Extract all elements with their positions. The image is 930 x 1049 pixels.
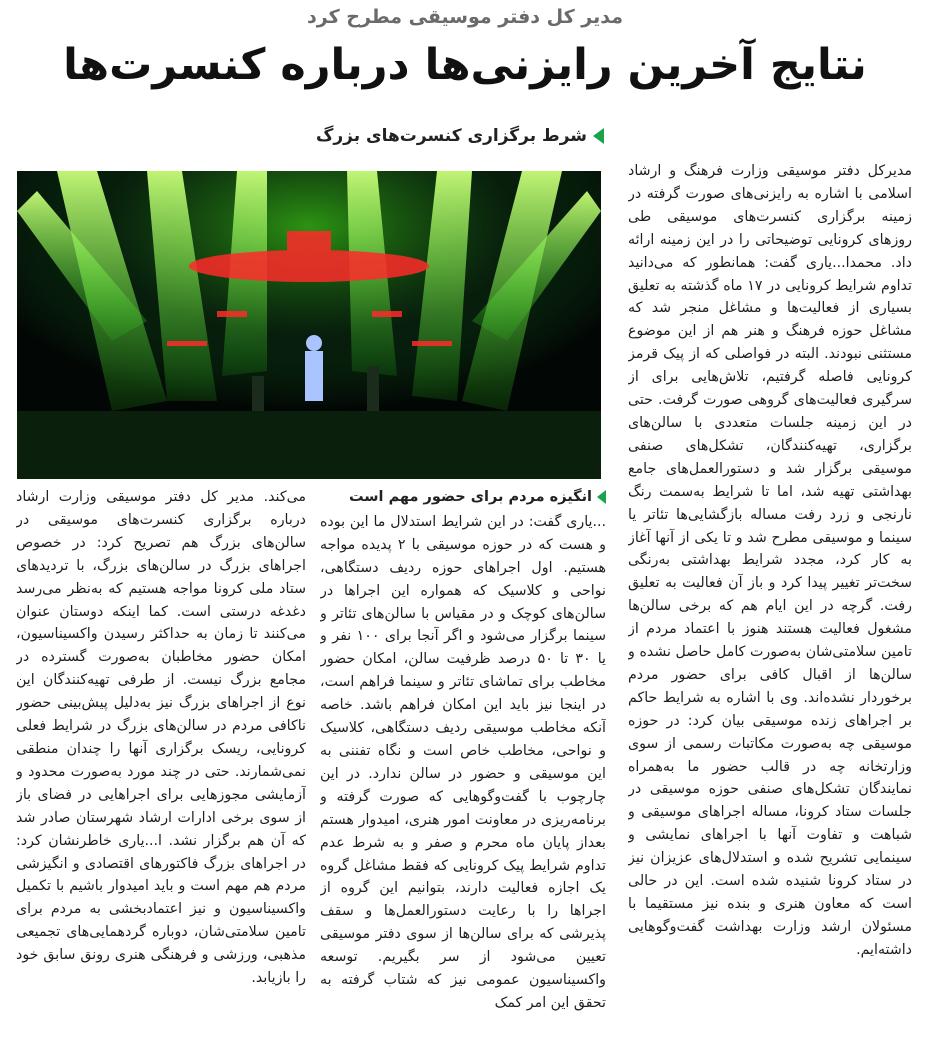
green-triangle-icon — [593, 128, 604, 144]
column-right-text: مدیرکل دفتر موسیقی وزارت فرهنگ و ارشاد اسلامی با اشاره به رایزنی‌های صورت گرفته در زمینه برگزاری کنسرت‌های موسیقی طی روزهای کرونایی توضیحاتی را در این زمینه ارائه داد. محمدا...یاری گفت: همانطور که می‌دانید تداوم شرایط کرونایی در ۱۷ ماه گذشته به تعلیق بسیاری از فعالیت‌ها و مشاغل منجر شد که مشاغل حوزه فرهنگ و هنر هم از این موضوع مستثنی نبودند. البته در فواصلی که از پیک قرمز کرونایی فاصله گرفتیم، تلاش‌هایی برای از سرگیری فعالیت‌های گروهی صورت گرفت. حتی در این زمینه جلسات متعددی با سالن‌های برگزاری، تهیه‌کنندگان، تشکل‌های صنفی موسیقی برگزار شد و دستورالعمل‌های جامع بهداشتی تهیه شد، اما تا شرایط به‌سمت رنگ نارنجی و زرد رفت مساله بازگشایی‌ها تئاتر یا سینما و موسیقی مطرح شد و تا یکی از آنها آغاز به کار کرد، مجدد شرایط بهداشتی به‌رنگی سخت‌تر تغییر پیدا کرد و باز آن فعالیت به تعلیق رفت. گرچه در این ایام هم که برخی سالن‌ها مشغول فعالیت هستند هنوز با اعتماد مردم از تامین سلامتی‌شان به‌صورت کامل حاصل نشده و سالن‌ها از اقبال کافی برای حضور مردم برخوردار نشده‌اند. وی با اشاره به شرایط حاکم بر اجراهای زنده موسیقی بیان کرد: در حوزه موسیقی چه به‌صورت مکاتبات رسمی از سوی وزارتخانه چه در قالب حضور ما به‌همراه نمایندگان تشکل‌های صنفی حوزه موسیقی در جلسات ستاد کرونا، مساله اجراهای موسیقی و شباهت و تفاوت آنها با اجراهای نمایشی و سینمایی تشریح شده و استدلال‌های عزیزان نیز در ستاد کرونا شنیده شده است. این در حالی است که معاون هنری و بنده نیز مستقیما با مسئولان ارشد وزارت بهداشت گفت‌وگوهایی داشته‌ایم. — [628, 163, 912, 958]
column-right — [628, 160, 912, 1040]
concert-photo — [17, 171, 601, 479]
concert-stage-illustration — [17, 171, 601, 479]
column-middle — [320, 486, 606, 1042]
column-left-text: می‌کند. مدیر کل دفتر موسیقی وزارت ارشاد درباره برگزاری کنسرت‌های موسیقی در سالن‌های بزرگ هم تصریح کرد: در خصوص اجراهای بزرگ در سالن‌های بزرگ، با تردیدهای ستاد ملی کرونا مواجه هستیم که به‌نظر می‌رسد دغدغه درستی است. کما اینکه دوستان عنوان می‌کنند تا زمان به حداکثر رسیدن واکسیناسیون، امکان حضور مخاطبان به‌صورت گسترده در مجامع بزرگ نیست. از طرفی تهیه‌کنندگان این نوع از اجراهای بزرگ نیز به‌دلیل پیش‌بینی حضور ناکافی مردم در سالن‌های بزرگ در شرایط فعلی کرونایی، ریسک برگزاری آنها را چندان منطقی نمی‌شمارند. حتی در چند مورد به‌صورت محدود و آزمایشی مجوزهایی برای اجراهایی در فضای باز از سوی برخی ادارات ارشاد شهرستان صادر شد که آن هم برگزار نشد. ا...یاری خاطرنشان کرد: در اجراهای بزرگ فاکتورهای اقتصادی و انگیزشی مردم هم مهم است و باید امیدوار باشیم با تکمیل واکسیناسیون و نیز اعتمادبخشی به مردم برای تامین سلامتی‌شان، دوباره گردهمایی‌های تجمیعی مذهبی، ورزشی و فرهنگی هنری رونق سابق خود را بازیابد. — [16, 489, 306, 987]
green-triangle-icon — [597, 490, 606, 504]
subhead-label: شرط برگزاری کنسرت‌های بزرگ — [315, 126, 587, 146]
column-middle-text: ...یاری گفت: در این شرایط استدلال ما این بوده و هست که در حوزه موسیقی با ۲ پدیده مواجه هستیم. اول اجراهای حوزه ردیف دستگاهی، نواحی و کلاسیک که همواره این اجراها در سالن‌های کوچک و در مقیاس با سالن‌های تئاتر و سینما برگزار می‌شود و اگر آنجا برای ۱۰۰ نفر و یا ۳۰ تا ۵۰ درصد ظرفیت سالن، امکان حضور مخاطب برای تماشای تئاتر و سینما فراهم است، در اینجا نیز باید این امکان فراهم باشد. خاصه آنکه مخاطب موسیقی ردیف دستگاهی، کلاسیک و نواحی، مخاطب خاص است و نگاه تفننی به این موسیقی و حضور در سالن ندارد. در این چارچوب با گفت‌وگوهایی که صورت گرفته و برنامه‌ریزی در معاونت امور هنری، امیدوار هستم بعداز پایان ماه محرم و صفر و به شرط عدم تداوم شرایط پیک کرونایی که فقط مشاغل گروه یک اجازه فعالیت دارند، بتوانیم این گروه از اجراها را با رعایت دستورالعمل‌ها و سقف پذیرشی که برای سالن‌ها از سوی دفتر موسیقی تعیین می‌شود از سر بگیریم. توسعه واکسیناسیون عمومی نیز که شتاب گرفته به تحقق این امر کمک — [320, 513, 606, 1011]
subhead-audience-motivation — [320, 486, 606, 509]
subhead-large-concerts — [316, 126, 604, 146]
column-left — [16, 486, 306, 1042]
subhead-label: انگیزه مردم برای حضور مهم است — [348, 489, 592, 505]
kicker: مدیر کل دفتر موسیقی مطرح کرد — [307, 6, 623, 28]
headline: نتایج آخرین رایزنی‌ها درباره کنسرت‌ها — [63, 40, 867, 90]
